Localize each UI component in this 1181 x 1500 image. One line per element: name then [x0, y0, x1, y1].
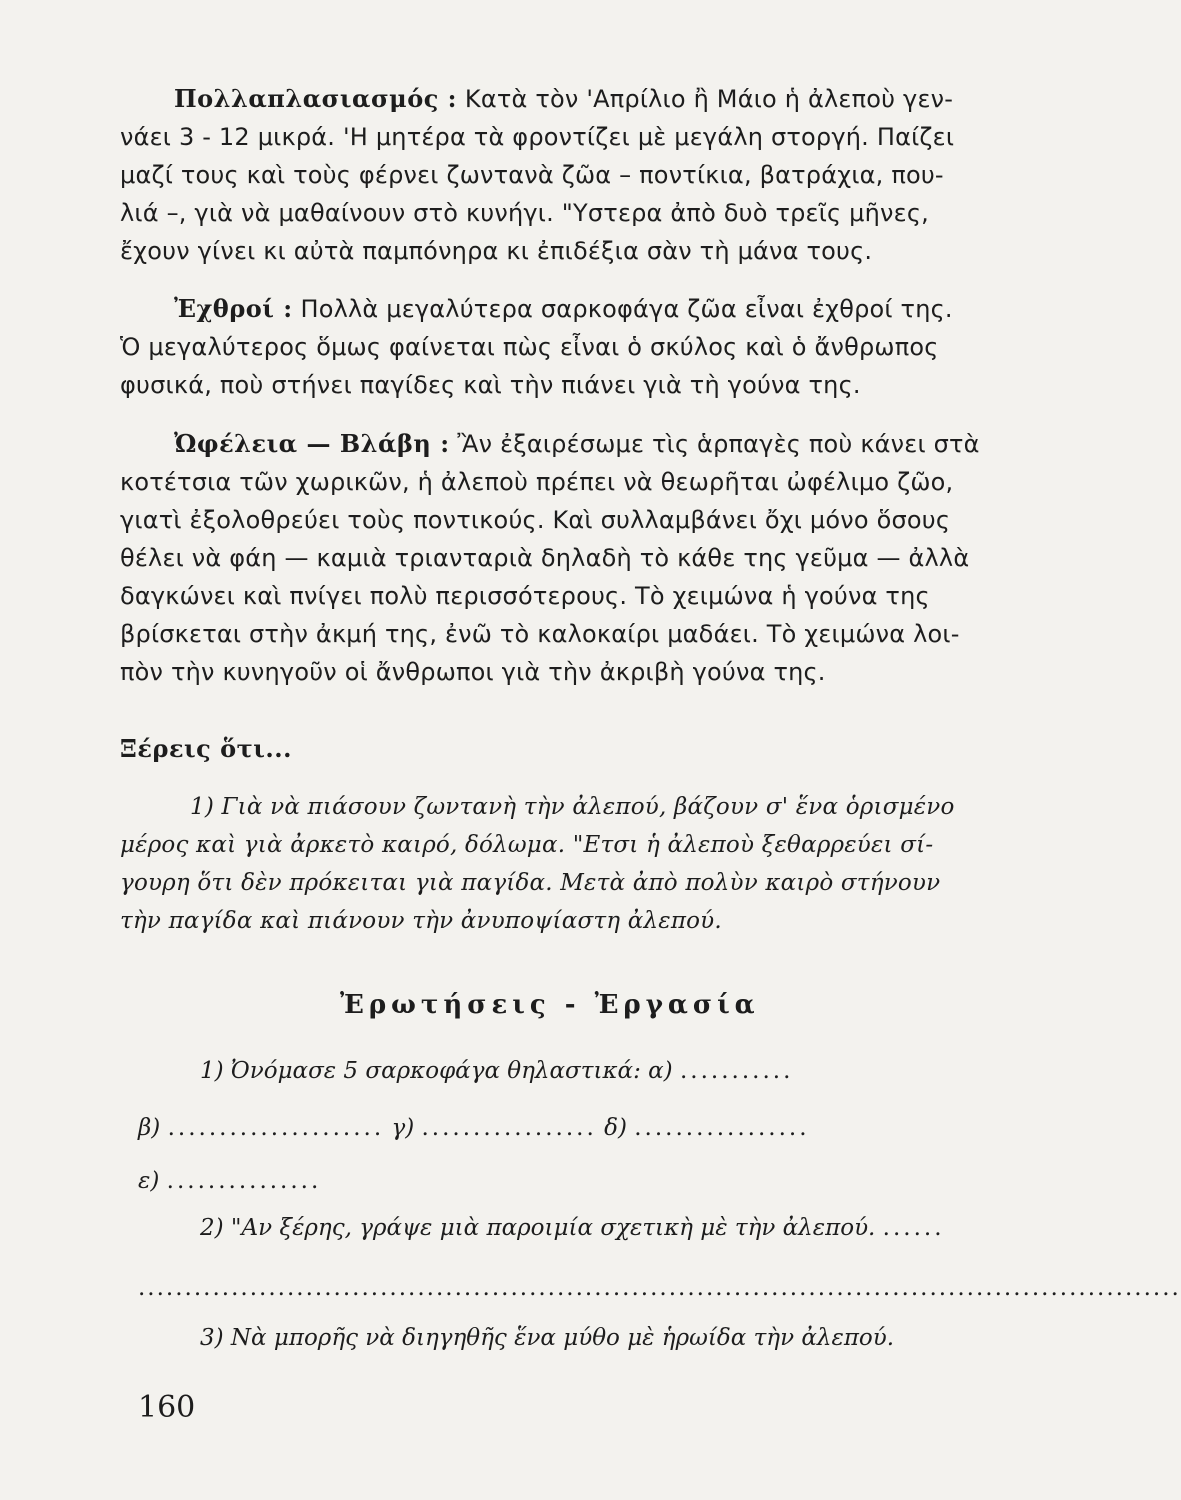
label-b: β) [138, 1115, 161, 1141]
question-3-text: 3) Νὰ μπορῆς νὰ διηγηθῆς ἕνα μύθο μὲ ἡρωίδα τὴν ἀλεπού. [200, 1325, 895, 1351]
did-you-know-text [120, 788, 970, 940]
did-you-know-section [120, 730, 980, 768]
answer-blank: ................................................................................................................ [138, 1275, 1181, 1301]
benefit-line: βρίσκεται στὴν ἀκμή της, ἐνῶ τὸ καλοκαίρι μαδάει. Τὸ χειμώνα λοι- [120, 620, 960, 648]
enemies-line: Πολλὰ μεγαλύτερα σαρκοφάγα ζῶα εἶναι ἐχθροί της. [300, 295, 953, 323]
answer-blank: ...... [882, 1215, 945, 1241]
did-you-know-heading: Ξέρεις ὅτι... [120, 734, 292, 763]
benefit-line: θέλει νὰ φάη — καμιὰ τριανταριὰ δηλαδὴ τὸ κάθε της γεῦμα — ἀλλὰ [120, 544, 970, 572]
reproduction-line: νάει 3 - 12 μικρά. 'Η μητέρα τὰ φροντίζει μὲ μεγάλη στοργή. Παίζει [120, 123, 955, 151]
question-1-text: 1) Ὀνόμασε 5 σαρκοφάγα θηλαστικά: α) [200, 1058, 673, 1084]
enemies-heading: Ἐχθροί : [174, 294, 293, 323]
answer-blank: ................. [634, 1115, 810, 1141]
did-you-know-line: τὴν παγίδα καὶ πιάνουν τὴν ἀνυποψίαστη ἀλεπού. [120, 908, 722, 934]
benefit-line: πὸν τὴν κυνηγοῦν οἱ ἄνθρωποι γιὰ τὴν ἀκριβὴ γούνα της. [120, 658, 826, 686]
label-d: δ) [604, 1115, 627, 1141]
benefit-line: κοτέτσια τῶν χωρικῶν, ἡ ἀλεποὺ πρέπει νὰ θεωρῆται ὠφέλιμο ζῶο, [120, 468, 954, 496]
questions-title: Ἐρωτήσεις - Ἐργασία [340, 990, 760, 1020]
question-2 [200, 1215, 945, 1241]
reproduction-line: Κατὰ τὸν 'Απρίλιο ἢ Μάιο ἡ ἀλεποὺ γεν- [464, 85, 954, 113]
label-g: γ) [391, 1115, 415, 1141]
enemies-paragraph [120, 290, 980, 404]
reproduction-line: ἔχουν γίνει κι αὐτὰ παμπόνηρα κι ἐπιδέξια σὰν τὴ μάνα τους. [120, 237, 873, 265]
did-you-know-line: γουρη ὅτι δὲν πρόκειται γιὰ παγίδα. Μετὰ ἀπὸ πολὺν καιρὸ στήνουν [120, 870, 941, 896]
enemies-line: Ὁ μεγαλύτερος ὅμως φαίνεται πὼς εἶναι ὁ σκύλος καὶ ὁ ἄνθρωπος [120, 333, 939, 361]
answer-blank: ............... [166, 1168, 322, 1194]
question-1-blank-e [138, 1168, 321, 1194]
question-1 [200, 1058, 793, 1084]
did-you-know-line: μέρος καὶ γιὰ ἀρκετὸ καιρό, δόλωμα. "Ετσι ἡ ἀλεποὺ ξεθαρρεύει σί- [120, 832, 934, 858]
answer-blank: ..................... [167, 1115, 385, 1141]
benefit-line: γιατὶ ἐξολοθρεύει τοὺς ποντικούς. Καὶ συλλαμβάνει ὄχι μόνο ὅσους [120, 506, 951, 534]
page-number: 160 [138, 1390, 196, 1425]
answer-blank: ................. [421, 1115, 597, 1141]
question-1-blanks-row [138, 1115, 810, 1141]
question-2-answer-line [138, 1275, 1181, 1301]
question-2-text: 2) "Αν ξέρης, γράψε μιὰ παροιμία σχετικὴ μὲ τὴν ἀλεπού. [200, 1215, 876, 1241]
enemies-line: φυσικά, ποὺ στήνει παγίδες καὶ τὴν πιάνει γιὰ τὴ γούνα της. [120, 371, 861, 399]
benefit-line: Ἂν ἐξαιρέσωμε τὶς ἁρπαγὲς ποὺ κάνει στὰ [457, 430, 980, 458]
benefit-harm-paragraph [120, 425, 980, 691]
reproduction-line: μαζί τους καὶ τοὺς φέρνει ζωντανὰ ζῶα – ποντίκια, βατράχια, που- [120, 161, 944, 189]
reproduction-line: λιά –, γιὰ νὰ μαθαίνουν στὸ κυνήγι. "Υστερα ἀπὸ δυὸ τρεῖς μῆνες, [120, 199, 929, 227]
label-e: ε) [138, 1168, 160, 1194]
did-you-know-line: 1) Γιὰ νὰ πιάσουν ζωντανὴ τὴν ἀλεπού, βάζουν σ' ἕνα ὁρισμένο [190, 794, 955, 820]
answer-blank: ........... [679, 1058, 794, 1084]
benefit-line: δαγκώνει καὶ πνίγει πολὺ περισσότερους. Τὸ χειμώνα ἡ γούνα της [120, 582, 930, 610]
benefit-harm-heading: Ὠφέλεια — Βλάβη : [174, 429, 450, 458]
reproduction-paragraph [120, 80, 980, 270]
reproduction-heading: Πολλαπλασιασμός : [174, 84, 458, 113]
question-3 [200, 1325, 894, 1351]
